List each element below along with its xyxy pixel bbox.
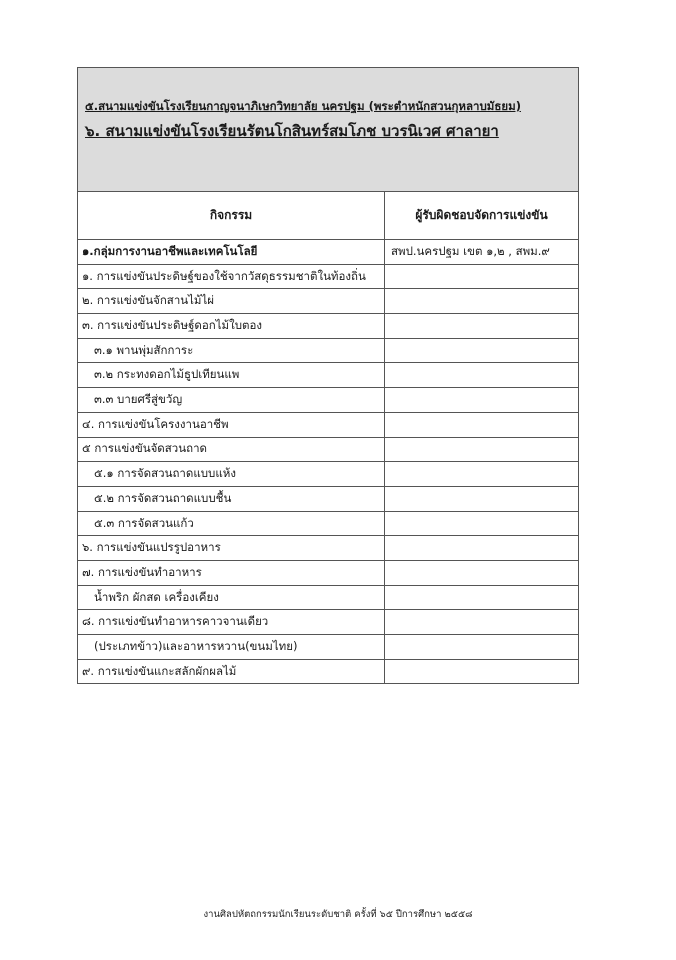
column-header-activity: กิจกรรม — [78, 192, 385, 240]
table-row — [78, 338, 579, 363]
responsible-cell — [385, 659, 579, 684]
column-header-responsible: ผู้รับผิดชอบจัดการแข่งขัน — [385, 192, 579, 240]
table-row — [78, 412, 579, 437]
table-row — [78, 659, 579, 684]
activity-cell: ๓. การแข่งขันประดิษฐ์ดอกไม้ใบตอง — [78, 314, 385, 339]
venue-header-row — [78, 68, 579, 192]
column-header-row — [78, 192, 579, 240]
table-row — [78, 240, 579, 265]
activity-cell: ๕.๑ การจัดสวนถาดแบบแห้ง — [78, 462, 385, 487]
responsible-cell — [385, 388, 579, 413]
activity-cell: ๒. การแข่งขันจักสานไม้ไผ่ — [78, 289, 385, 314]
responsible-cell — [385, 511, 579, 536]
table-row — [78, 585, 579, 610]
table-row — [78, 388, 579, 413]
responsible-cell — [385, 560, 579, 585]
activity-cell: ๖. การแข่งขันแปรรูปอาหาร — [78, 536, 385, 561]
responsible-cell — [385, 437, 579, 462]
responsible-cell — [385, 289, 579, 314]
competition-table — [77, 67, 579, 684]
activity-cell: ๑. การแข่งขันประดิษฐ์ของใช้จากวัสดุธรรมชาติในท้องถิ่น — [78, 264, 385, 289]
responsible-cell — [385, 486, 579, 511]
activity-cell: ๓.๓ บายศรีสู่ขวัญ — [78, 388, 385, 413]
table-row — [78, 264, 579, 289]
activity-cell: ๗. การแข่งขันทำอาหาร — [78, 560, 385, 585]
responsible-cell — [385, 363, 579, 388]
responsible-cell — [385, 264, 579, 289]
venue-6-title: ๖. สนามแข่งขันโรงเรียนรัตนโกสินทร์สมโภช บวรนิเวศ ศาลายา — [85, 121, 499, 140]
responsible-cell — [385, 635, 579, 660]
table-row — [78, 610, 579, 635]
table-row — [78, 536, 579, 561]
table-row — [78, 363, 579, 388]
table-row — [78, 314, 579, 339]
activity-cell: ๕.๓ การจัดสวนแก้ว — [78, 511, 385, 536]
activity-cell: ๑.กลุ่มการงานอาชีพและเทคโนโลยี — [78, 240, 385, 265]
page-footer: งานศิลปหัตถกรรมนักเรียนระดับชาติ ครั้งที่ ๖๕ ปีการศึกษา ๒๕๕๘ — [203, 909, 473, 920]
responsible-cell — [385, 610, 579, 635]
table-row — [78, 462, 579, 487]
activity-cell: ๓.๑ พานพุ่มสักการะ — [78, 338, 385, 363]
activity-cell: ๔. การแข่งขันโครงงานอาชีพ — [78, 412, 385, 437]
responsible-cell — [385, 314, 579, 339]
responsible-cell — [385, 585, 579, 610]
activity-cell: (ประเภทข้าว)และอาหารหวาน(ขนมไทย) — [78, 635, 385, 660]
activity-cell: ๕.๒ การจัดสวนถาดแบบชื้น — [78, 486, 385, 511]
activity-cell: ๙. การแข่งขันแกะสลักผักผลไม้ — [78, 659, 385, 684]
table-row — [78, 511, 579, 536]
table-row — [78, 289, 579, 314]
responsible-cell: สพป.นครปฐม เขต ๑,๒ , สพม.๙ — [385, 240, 579, 265]
activity-cell: ๘. การแข่งขันทำอาหารคาวจานเดียว — [78, 610, 385, 635]
table-row — [78, 437, 579, 462]
table-row — [78, 486, 579, 511]
responsible-cell — [385, 462, 579, 487]
table-row — [78, 635, 579, 660]
activity-cell: ๕ การแข่งขันจัดสวนถาด — [78, 437, 385, 462]
activity-cell: ๓.๒ กระทงดอกไม้ธูปเทียนแพ — [78, 363, 385, 388]
table-row — [78, 560, 579, 585]
venue-header — [78, 68, 579, 192]
venue-5-title: ๕.สนามแข่งขันโรงเรียนกาญจนาภิเษกวิทยาลัย นครปฐม (พระตำหนักสวนกุหลาบมัธยม) — [85, 99, 521, 113]
responsible-cell — [385, 338, 579, 363]
responsible-cell — [385, 412, 579, 437]
responsible-cell — [385, 536, 579, 561]
activity-cell: น้ำพริก ผักสด เครื่องเคียง — [78, 585, 385, 610]
